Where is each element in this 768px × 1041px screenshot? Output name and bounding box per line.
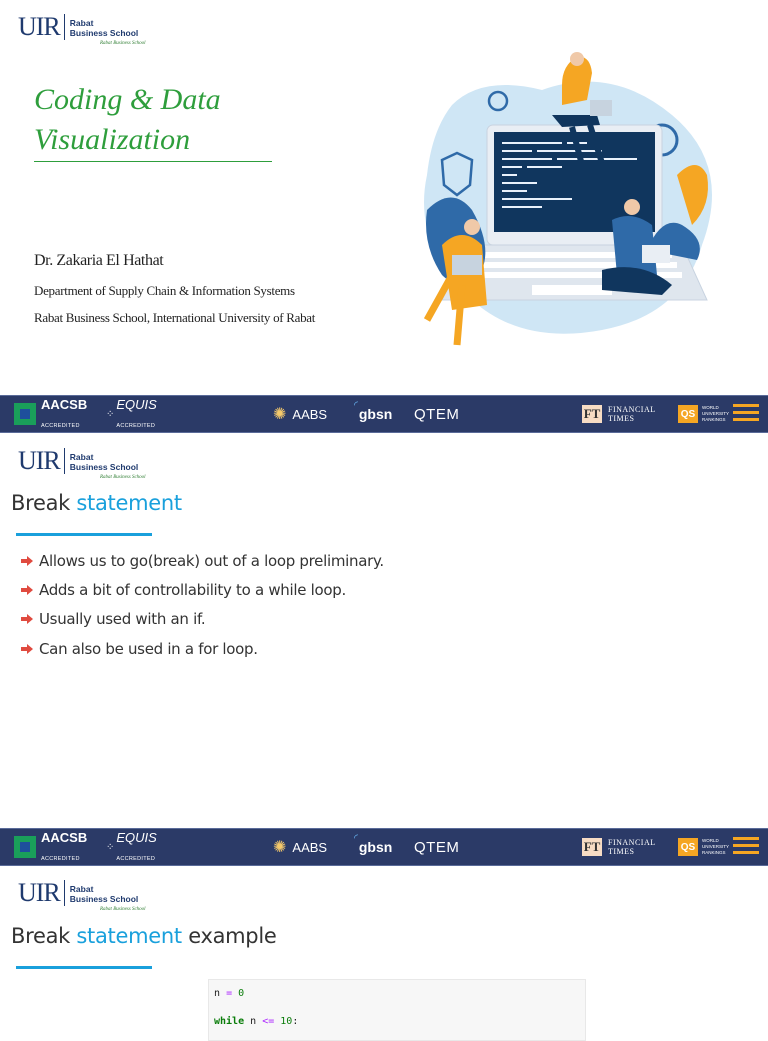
uir-logo-mark: UIR	[18, 446, 60, 475]
title-slide	[0, 0, 768, 395]
equis-dots-icon: ⁘	[106, 408, 115, 420]
qs-line3: RANKINGS	[702, 417, 726, 422]
qs-stripes-icon	[733, 404, 759, 424]
logo-text	[70, 880, 139, 904]
qs-logo	[678, 829, 759, 865]
arrow-bullet-icon	[20, 614, 34, 624]
aabs-label: AABS	[292, 839, 328, 855]
title-highlight: statement	[76, 491, 182, 515]
code-colon: :	[292, 1016, 299, 1027]
list-item	[20, 634, 384, 663]
aacsb-icon	[14, 403, 36, 425]
title-plain: Break	[11, 491, 77, 515]
ft-logo	[582, 396, 656, 432]
title-underline	[16, 966, 152, 969]
equis-dots-icon: ⁘	[106, 841, 115, 853]
code-number: 0	[238, 988, 245, 999]
logo-divider	[64, 14, 65, 40]
qs-line1: WORLD	[702, 405, 719, 410]
arrow-bullet-icon	[20, 556, 34, 566]
ft-mark: FT	[583, 839, 601, 854]
aacsb-label: AACSB	[41, 830, 88, 845]
ft-mark: FT	[583, 406, 601, 421]
list-item-text: Adds a bit of controllability to a while loop.	[39, 580, 346, 599]
code-operator: =	[226, 988, 233, 999]
logo-subtext: Rabat Business School	[100, 907, 146, 912]
list-item-text: Allows us to go(break) out of a loop preliminary.	[39, 551, 384, 570]
list-item	[20, 605, 384, 634]
equis-sublabel: ACCREDITED	[116, 856, 156, 862]
list-item	[20, 575, 384, 604]
code-line-2	[214, 1016, 298, 1027]
qs-logo	[678, 396, 759, 432]
list-item-text: Usually used with an if.	[39, 610, 206, 629]
aabs-star-icon: ✺	[273, 839, 287, 856]
title-suffix: example	[181, 924, 277, 948]
aacsb-label: AACSB	[41, 397, 88, 412]
slide-title	[11, 924, 277, 948]
equis-logo	[106, 829, 157, 865]
qs-stripes-icon	[733, 837, 759, 857]
gbsn-arc-icon: ◜	[354, 400, 358, 411]
title-line-1: Coding & Data	[34, 83, 221, 116]
ft-line2: TIMES	[608, 414, 635, 423]
aabs-logo	[273, 396, 327, 432]
gbsn-logo	[354, 396, 392, 432]
arrow-bullet-icon	[20, 585, 34, 595]
gbsn-arc-icon: ◜	[354, 833, 358, 844]
code-var: n	[250, 1016, 257, 1027]
logo-line1: Rabat	[69, 884, 94, 894]
institution: Rabat Business School, International University of Rabat	[34, 310, 316, 325]
logo-line1: Rabat	[69, 452, 94, 462]
aacsb-icon	[14, 836, 36, 858]
code-operator: <=	[262, 1016, 275, 1027]
aacsb-sublabel: ACCREDITED	[41, 423, 80, 429]
school-logo	[18, 878, 146, 912]
title-line-2: Visualization	[34, 123, 191, 156]
list-item	[20, 546, 384, 575]
school-logo	[18, 12, 146, 46]
qs-line2: UNIVERSITY	[702, 844, 730, 849]
aacsb-logo	[14, 829, 87, 865]
logo-line2: Business School	[69, 28, 139, 38]
qs-line3: RANKINGS	[702, 850, 726, 855]
logo-subtext: Rabat Business School	[100, 475, 146, 480]
ft-logo	[582, 829, 656, 865]
title-underline	[16, 533, 152, 536]
logo-text	[70, 448, 139, 472]
accreditation-bar	[0, 395, 768, 433]
list-item-text: Can also be used in a for loop.	[39, 639, 258, 658]
uir-logo-mark: UIR	[18, 12, 60, 41]
title-highlight: statement	[76, 924, 182, 948]
logo-line2: Business School	[69, 462, 139, 472]
qtem-logo	[414, 396, 459, 432]
code-var: n	[214, 988, 221, 999]
equis-label: EQUIS	[116, 397, 157, 412]
equis-label: EQUIS	[116, 830, 157, 845]
uir-logo-mark: UIR	[18, 878, 60, 907]
code-line-1	[214, 988, 244, 999]
logo-line2: Business School	[69, 894, 139, 904]
logo-divider	[64, 880, 65, 906]
aabs-label: AABS	[292, 406, 328, 422]
accreditation-bar	[0, 828, 768, 866]
qs-mark: QS	[678, 838, 698, 856]
qtem-label: QTEM	[414, 838, 460, 856]
aacsb-sublabel: ACCREDITED	[41, 856, 80, 862]
logo-line1: Rabat	[69, 18, 94, 28]
ft-line1: FINANCIAL	[608, 405, 656, 414]
gbsn-label: gbsn	[358, 839, 393, 855]
title-underline	[34, 161, 272, 162]
code-number: 10	[280, 1016, 293, 1027]
aabs-logo	[273, 829, 327, 865]
arrow-bullet-icon	[20, 644, 34, 654]
equis-logo	[106, 396, 157, 432]
qs-line1: WORLD	[702, 838, 719, 843]
gbsn-logo	[354, 829, 392, 865]
author-name: Dr. Zakaria El Hathat	[34, 252, 164, 269]
qtem-label: QTEM	[414, 405, 460, 423]
department: Department of Supply Chain & Information Systems	[34, 283, 295, 298]
equis-sublabel: ACCREDITED	[116, 423, 156, 429]
coding-illustration	[412, 45, 722, 350]
code-block	[208, 979, 586, 1041]
slide-title	[11, 491, 182, 515]
presentation-title	[34, 80, 221, 160]
logo-text	[70, 14, 139, 38]
code-keyword: while	[214, 1016, 245, 1027]
gbsn-label: gbsn	[358, 406, 393, 422]
bullet-list	[20, 546, 384, 663]
aacsb-logo	[14, 396, 87, 432]
title-plain: Break	[11, 924, 77, 948]
qs-mark: QS	[678, 405, 698, 423]
ft-line1: FINANCIAL	[608, 838, 656, 847]
ft-line2: TIMES	[608, 847, 635, 856]
qtem-logo	[414, 829, 459, 865]
aabs-star-icon: ✺	[273, 406, 287, 423]
school-logo	[18, 446, 146, 480]
qs-line2: UNIVERSITY	[702, 411, 730, 416]
logo-divider	[64, 448, 65, 474]
logo-subtext: Rabat Business School	[100, 41, 146, 46]
